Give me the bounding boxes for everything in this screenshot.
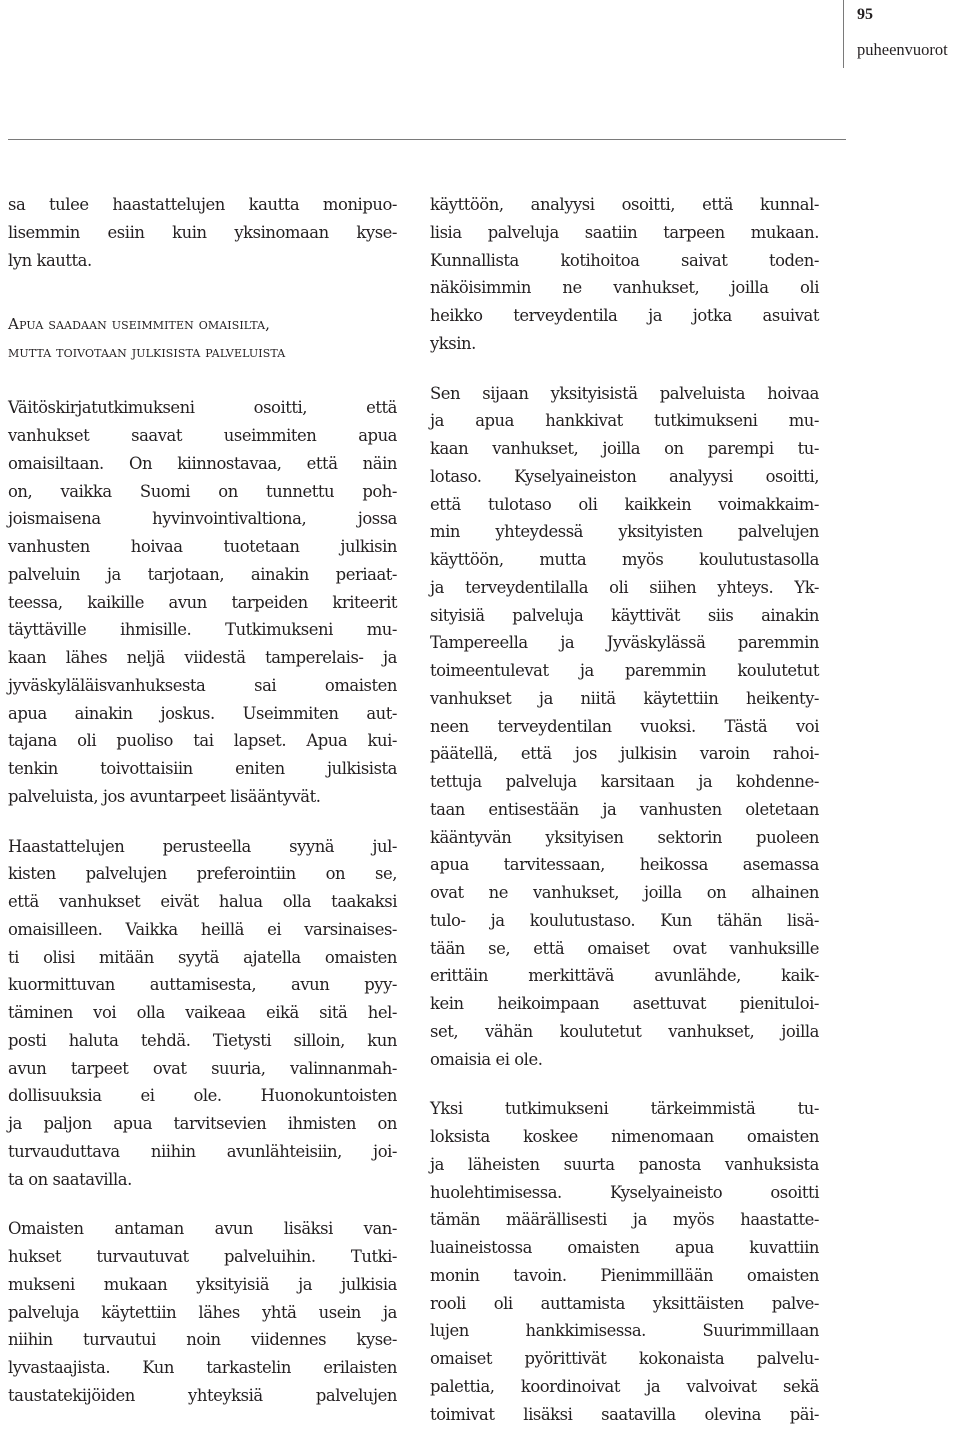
text-line: lisemmin esiin kuin yksinomaan kyse- — [8, 222, 397, 242]
text-line: hukset turvautuvat palveluihin. Tutki- — [8, 1247, 397, 1266]
text-line: että tulotaso oli kaikkein voimakkaim- — [430, 494, 819, 514]
text-line: yksin. — [430, 333, 476, 353]
text-line: sa tulee haastattelujen kautta monipuo- — [8, 195, 397, 214]
text-line: niihin turvautui noin viidennes kyse- — [8, 1330, 397, 1350]
text-line: lyvastaajista. Kun tarkastelin erilaisten — [8, 1358, 397, 1377]
text-line: apua tarvitessaan, heikossa asemassa — [430, 855, 819, 875]
text-line: toimivat lisäksi saatavilla olevina päi- — [430, 1404, 819, 1424]
text-line: erittäin merkittävä avunlähde, kaik- — [430, 966, 819, 986]
text-line: Haastattelujen perusteella syynä jul- — [8, 836, 397, 856]
text-line: kääntyvän yksityisen sektorin puoleen — [430, 827, 819, 847]
page-number: 95 — [857, 6, 873, 23]
text-line: tajana oli puoliso tai lapset. Apua kui- — [8, 731, 397, 751]
text-line: ovat ne vanhukset, joilla on alhainen — [430, 883, 819, 902]
text-line: teessa, kaikille avun tarpeiden kriteerit — [8, 592, 397, 612]
section-label: puheenvuorot — [857, 40, 948, 59]
text-line: lujen hankkimisessa. Suurimmillaan — [430, 1321, 819, 1341]
text-line: lotaso. Kyselyaineiston analyysi osoitti, — [430, 466, 819, 486]
text-line: kuormittuvan auttamisesta, avun pyy- — [8, 975, 397, 995]
header-vertical-rule — [843, 0, 844, 68]
text-line: kisten palvelujen preferointiin on se, — [8, 864, 397, 884]
text-line: käyttöön, analyysi osoitti, että kunnal- — [430, 195, 819, 214]
paragraph — [8, 833, 397, 1194]
text-line: taustatekijöiden yhteyksiä palvelujen — [8, 1385, 397, 1405]
text-line: kein heikoimpaan asettuvat pienituloi- — [430, 994, 819, 1013]
text-line: posti haluta tehdä. Tietysti silloin, kun — [8, 1030, 397, 1050]
text-line: dollisuuksia ei ole. Huonokuntoisten — [8, 1086, 397, 1106]
text-line: täyttäville ihmisille. Tutkimukseni mu- — [8, 620, 397, 640]
text-line: tulo- ja koulutustaso. Kun tähän lisä- — [430, 910, 819, 930]
text-line: Omaisten antaman avun lisäksi van- — [8, 1219, 397, 1239]
paragraph — [430, 380, 819, 1074]
text-line: palveluista, jos avuntarpeet lisääntyvät. — [8, 786, 321, 806]
paragraph — [8, 191, 397, 274]
text-line: joismaisena hyvinvointivaltiona, jossa — [8, 509, 397, 529]
text-line: omaisia ei ole. — [430, 1049, 543, 1069]
text-line: tään se, että omaiset ovat vanhuksille — [430, 938, 819, 958]
text-line: toimeentulevat ja paremmin koulutetut — [430, 661, 819, 680]
text-line: ja terveydentilalla oli siihen yhteys. Yk- — [430, 577, 819, 597]
text-line: palveluja käytettiin lähes yhtä usein ja — [8, 1302, 397, 1322]
text-line: lyn kautta. — [8, 250, 92, 270]
heading-line: mutta toivotaan julkisista palveluista — [8, 343, 286, 362]
text-line: tettuja palveluja karsitaan ja kohdenne- — [430, 772, 819, 791]
text-line: loksista koskee nimenomaan omaisten — [430, 1127, 819, 1146]
text-line: vanhusten hoivaa tuotetaan julkisin — [8, 537, 397, 556]
text-line: että vanhukset eivät halua olla taakaksi — [8, 892, 397, 911]
text-line: min yhteydessä yksityisten palvelujen — [430, 522, 819, 542]
paragraph — [8, 1215, 397, 1409]
left-column — [8, 191, 397, 1410]
text-line: ja apua hankkivat tutkimukseni mu- — [430, 411, 819, 431]
text-line: omaiset pyörittivät kokonaista palvelu- — [430, 1349, 819, 1368]
text-line: Yksi tutkimukseni tärkeimmistä tu- — [430, 1099, 819, 1119]
text-line: palveluin ja tarjotaan, ainakin periaat- — [8, 564, 397, 584]
text-line: Kunnallista kotihoitoa saivat toden- — [430, 250, 819, 270]
text-line: rooli oli auttamista yksittäisten palve- — [430, 1293, 819, 1313]
text-line: tämän määrällisesti ja myös haastatte- — [430, 1210, 819, 1230]
text-line: lisia palveluja saatiin tarpeen mukaan. — [430, 222, 819, 242]
text-line: Tampereella ja Jyväskylässä paremmin — [430, 633, 819, 653]
text-line: sityisiä palveluja käyttivät siis ainakin — [430, 605, 819, 625]
text-line: avun tarpeet ovat suuria, valinnanmah- — [8, 1058, 397, 1078]
text-line: mukseni mukaan yksityisiä ja julkisia — [8, 1274, 397, 1294]
text-line: luaineistossa omaisten apua kuvattiin — [430, 1238, 819, 1257]
text-line: ja paljon apua tarvitsevien ihmisten on — [8, 1114, 397, 1133]
text-line: neen terveydentilan vuoksi. Tästä voi — [430, 716, 819, 736]
paragraph — [430, 191, 819, 358]
text-line: huolehtimisessa. Kyselyaineisto osoitti — [430, 1182, 819, 1202]
text-line: palettia, koordinoivat ja valvoivat sekä — [430, 1376, 819, 1396]
text-line: Sen sijaan yksityisistä palveluista hoivaa — [430, 383, 819, 403]
text-line: tenkin toivottaisiin eniten julkisista — [8, 759, 397, 778]
text-line: päätellä, että jos julkisin varoin rahoi- — [430, 744, 819, 764]
text-line: ti olisi mitään syytä ajatella omaisten — [8, 947, 397, 967]
text-line: kaan vanhukset, joilla on parempi tu- — [430, 439, 819, 458]
text-line: apua ainakin joskus. Useimmiten aut- — [8, 703, 397, 723]
text-line: set, vähän koulutetut vanhukset, joilla — [430, 1021, 819, 1041]
text-line: käyttöön, mutta myös koulutustasolla — [430, 550, 819, 569]
header-horizontal-rule — [8, 139, 846, 140]
right-column — [430, 191, 819, 1428]
text-line: vanhukset saavat useimmiten apua — [8, 426, 397, 445]
text-line: on, vaikka Suomi on tunnettu poh- — [8, 481, 397, 501]
text-line: omaisilleen. Vaikka heillä ei varsinaises- — [8, 919, 397, 939]
paragraph — [8, 394, 397, 810]
text-line: jyväskyläläisvanhuksesta sai omaisten — [8, 675, 397, 695]
paragraph — [430, 1095, 819, 1428]
text-line: taan entisestään ja vanhusten oletetaan — [430, 799, 819, 819]
text-line: näköisimmin ne vanhukset, joilla oli — [430, 278, 819, 298]
text-line: ja läheisten suurta panosta vanhuksista — [430, 1154, 819, 1174]
text-line: ta on saatavilla. — [8, 1169, 132, 1189]
text-line: vanhukset ja niitä käytettiin heikenty- — [430, 688, 819, 708]
heading-line: Apua saadaan useimmiten omaisilta, — [8, 315, 271, 334]
text-line: Väitöskirjatutkimukseni osoitti, että — [8, 398, 397, 418]
text-line: monin tavoin. Pienimmillään omaisten — [430, 1265, 819, 1285]
text-line: heikko terveydentila ja jotka asuivat — [430, 306, 819, 325]
section-heading — [8, 310, 397, 366]
text-line: turvauduttava niihin avunlähteisiin, joi- — [8, 1141, 397, 1161]
text-line: omaisiltaan. On kiinnostavaa, että näin — [8, 453, 397, 473]
text-line: täminen voi olla vaikeaa eikä sitä hel- — [8, 1003, 397, 1022]
text-line: kaan lähes neljä viidestä tamperelais- ja — [8, 648, 397, 667]
